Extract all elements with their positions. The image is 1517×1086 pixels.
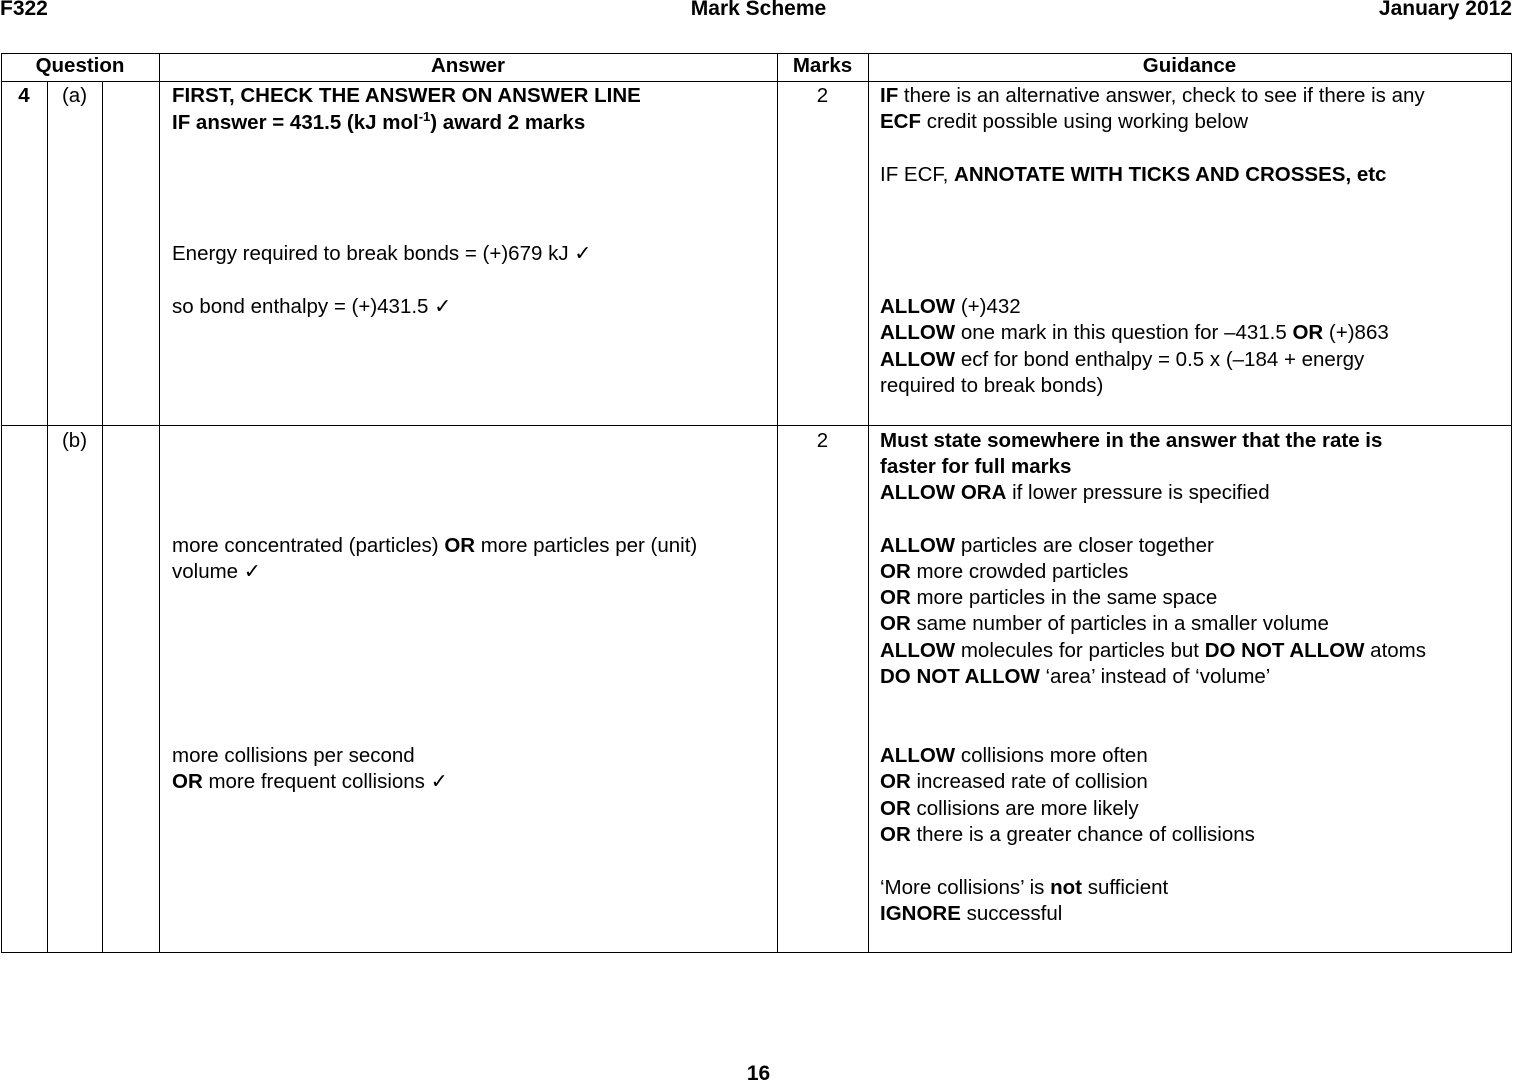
answer-point: OR more frequent collisions ✓ xyxy=(172,770,448,793)
answer-point: Energy required to break bonds = (+)679 kJ ✓ xyxy=(172,242,592,265)
guidance-line: OR same number of particles in a smaller volume xyxy=(880,612,1329,635)
table-bottom-border xyxy=(1,952,1512,953)
column-border xyxy=(159,53,160,953)
guidance-line: OR more particles in the same space xyxy=(880,586,1218,609)
answer-instruction: FIRST, CHECK THE ANSWER ON ANSWER LINE xyxy=(172,84,641,107)
column-header-question: Question xyxy=(35,54,125,77)
guidance-line: ECF credit possible using working below xyxy=(880,110,1249,133)
answer-point: volume ✓ xyxy=(172,560,261,583)
guidance-line: required to break bonds) xyxy=(880,374,1104,397)
row-divider xyxy=(1,425,1512,426)
guidance-line: IF there is an alternative answer, check to see if there is any xyxy=(880,84,1425,107)
question-part: (a) xyxy=(61,84,88,107)
question-part: (b) xyxy=(61,429,88,452)
guidance-line: ALLOW collisions more often xyxy=(880,744,1148,767)
guidance-line: ALLOW (+)432 xyxy=(880,295,1021,318)
column-header-marks: Marks xyxy=(792,54,853,77)
column-header-answer: Answer xyxy=(430,54,506,77)
guidance-line: IGNORE successful xyxy=(880,902,1063,925)
guidance-line: ALLOW ORA if lower pressure is specified xyxy=(880,481,1270,504)
guidance-line: ALLOW molecules for particles but DO NOT ALLOW atoms xyxy=(880,639,1427,662)
answer-point: more collisions per second xyxy=(172,744,415,767)
answer-point: so bond enthalpy = (+)431.5 ✓ xyxy=(172,295,452,318)
column-border xyxy=(777,53,778,953)
guidance-line: Must state somewhere in the answer that the rate is xyxy=(880,429,1383,452)
guidance-line: ALLOW one mark in this question for –431.5 OR (+)863 xyxy=(880,321,1389,344)
marks-value: 2 xyxy=(816,84,829,107)
column-border xyxy=(102,81,103,953)
guidance-line: faster for full marks xyxy=(880,455,1072,478)
guidance-line: OR more crowded particles xyxy=(880,560,1129,583)
column-border xyxy=(1511,53,1512,953)
answer-point: more concentrated (particles) OR more particles per (unit) xyxy=(172,534,698,557)
guidance-line: OR increased rate of collision xyxy=(880,770,1148,793)
guidance-line: ALLOW particles are closer together xyxy=(880,534,1214,557)
column-border xyxy=(868,53,869,953)
marks-value: 2 xyxy=(816,429,829,452)
column-border xyxy=(47,81,48,953)
document-title: Mark Scheme xyxy=(690,0,827,20)
guidance-line: IF ECF, ANNOTATE WITH TICKS AND CROSSES, etc xyxy=(880,163,1387,186)
header-row-divider xyxy=(1,81,1512,82)
question-number: 4 xyxy=(18,84,30,107)
guidance-line: ‘More collisions’ is not sufficient xyxy=(880,876,1169,899)
document-date: January 2012 xyxy=(1378,0,1512,20)
page-number: 16 xyxy=(746,1062,771,1085)
guidance-line: OR collisions are more likely xyxy=(880,797,1139,820)
answer-instruction: IF answer = 431.5 (kJ mol$^{-1}$) award 2 marks xyxy=(172,109,586,134)
column-border xyxy=(1,53,2,953)
document-code: F322 xyxy=(0,0,48,20)
column-header-guidance: Guidance xyxy=(1142,54,1237,77)
guidance-line: ALLOW ecf for bond enthalpy = 0.5 x (–184 + energy xyxy=(880,348,1365,371)
guidance-line: OR there is a greater chance of collisions xyxy=(880,823,1255,846)
guidance-line: DO NOT ALLOW ‘area’ instead of ‘volume’ xyxy=(880,665,1271,688)
